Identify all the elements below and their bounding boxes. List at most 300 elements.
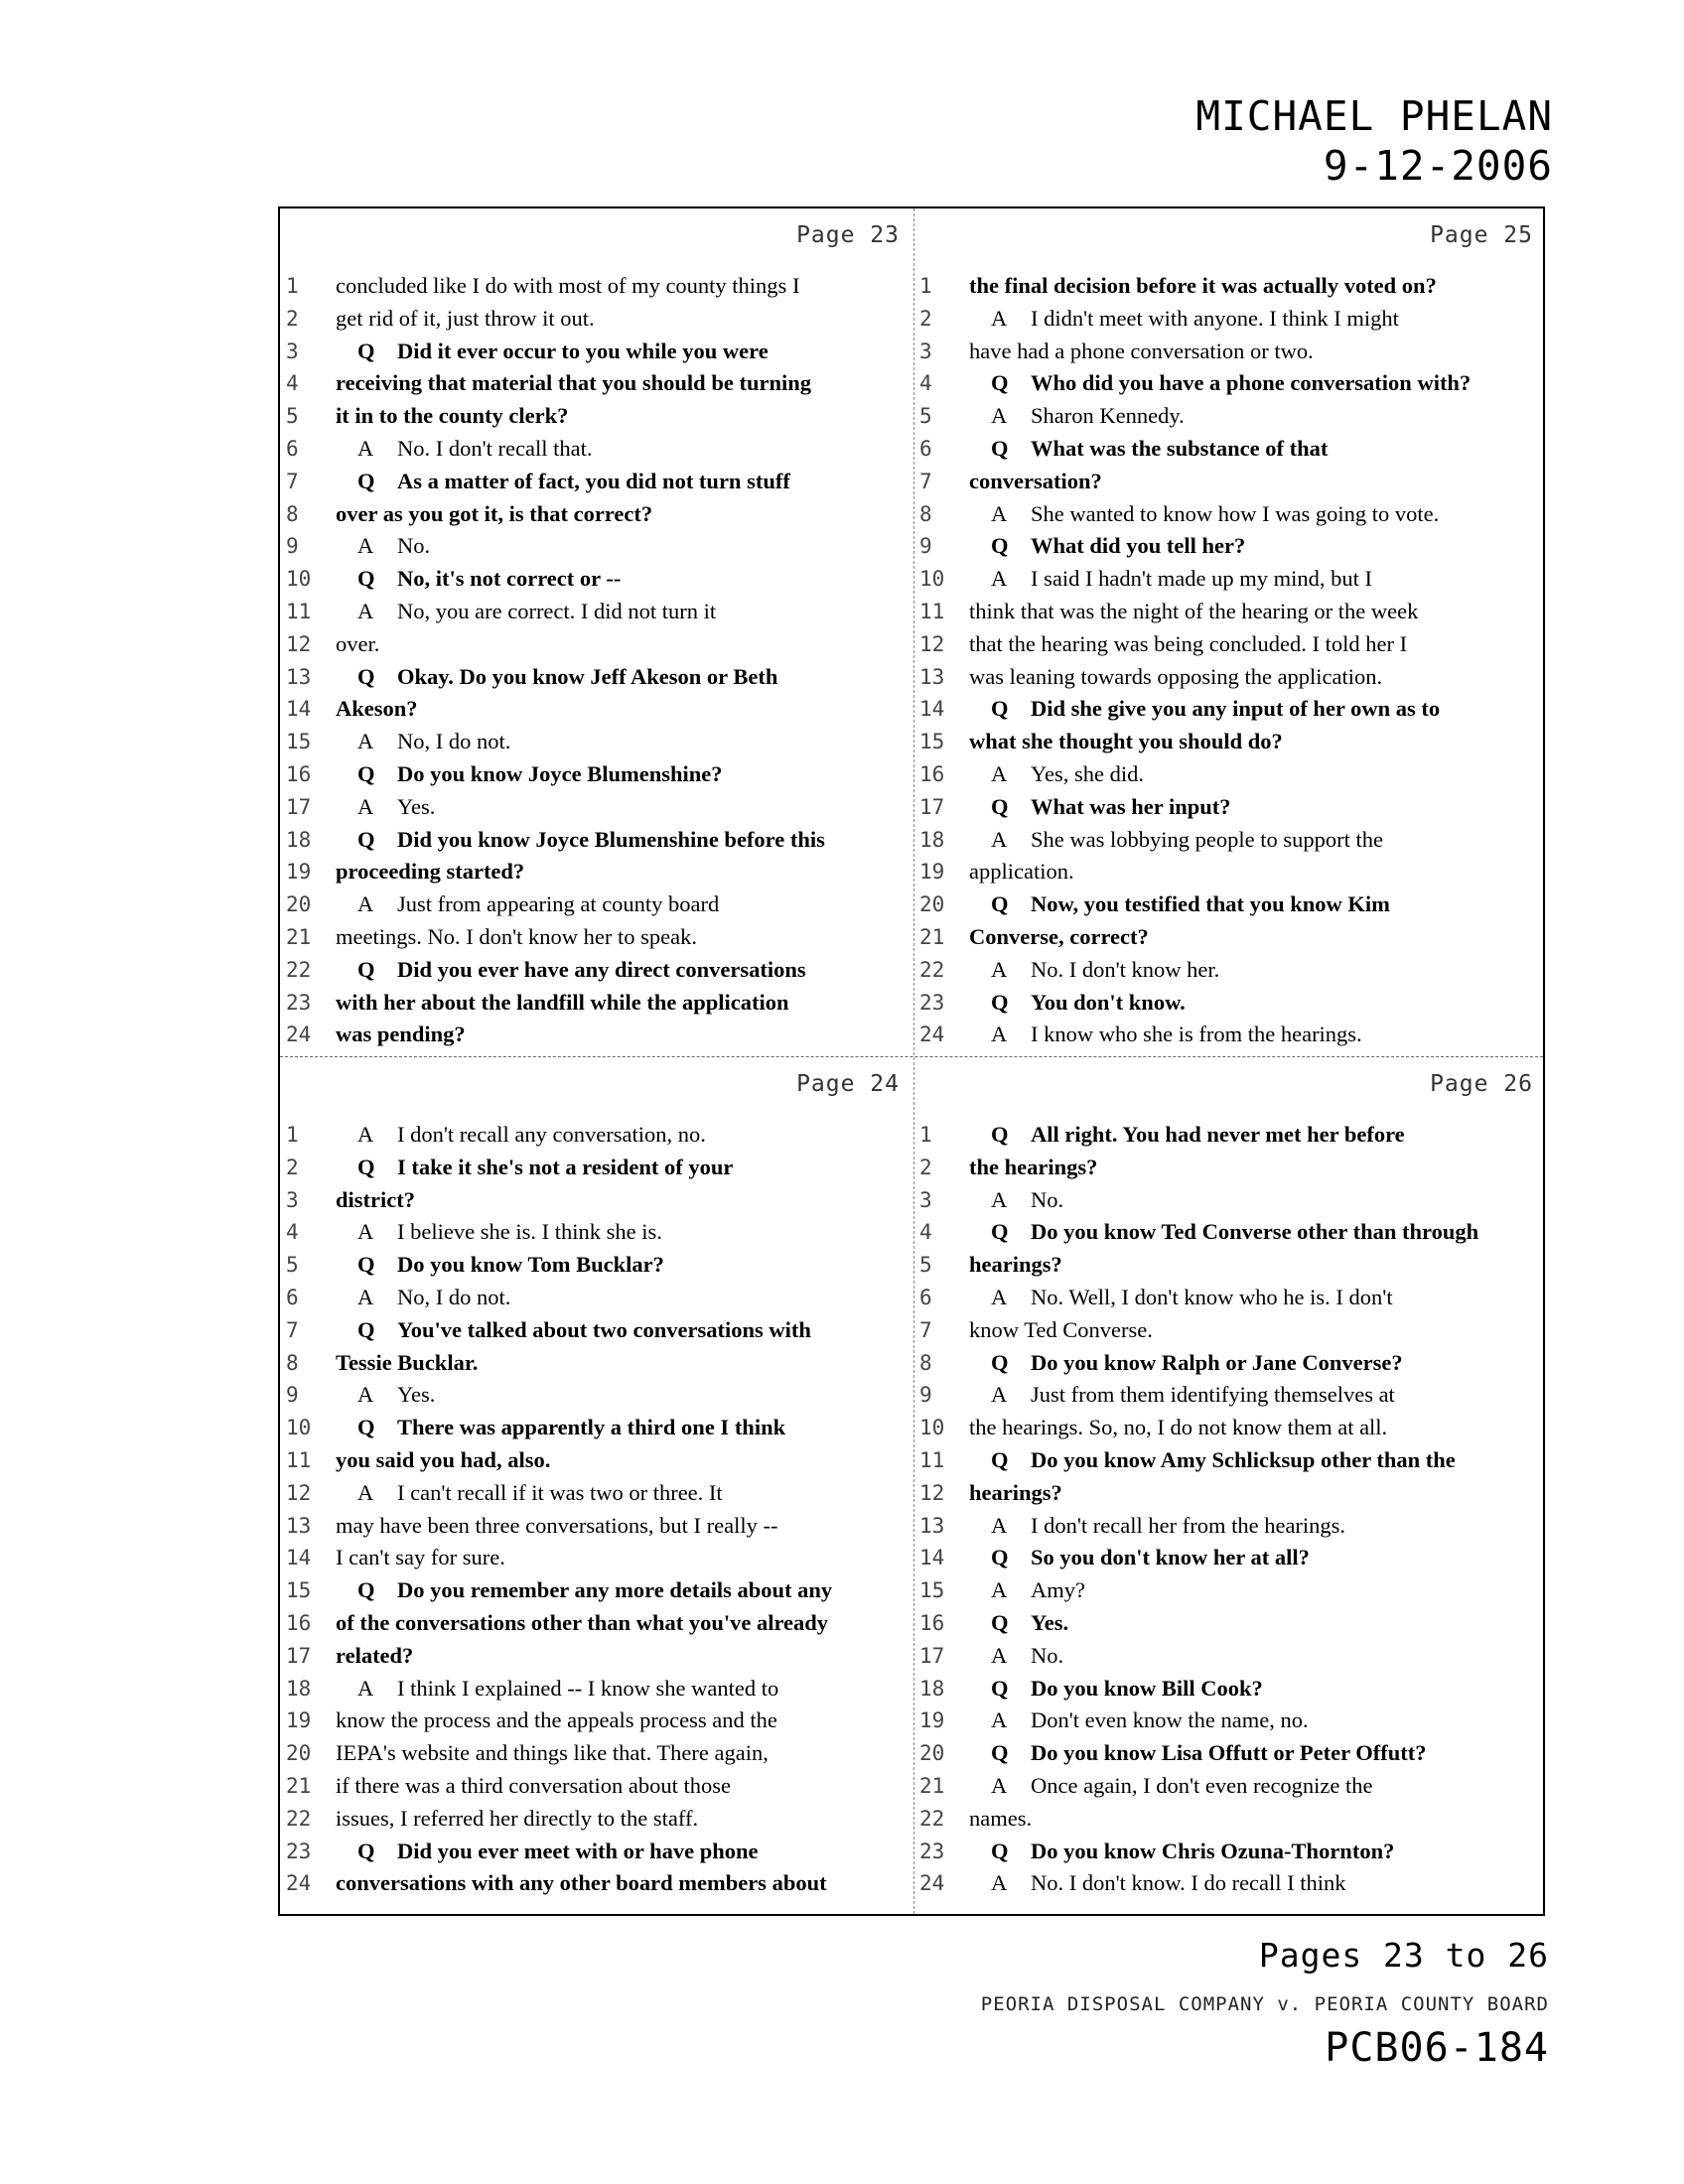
transcript-line (913, 758, 1547, 791)
line-text (336, 272, 799, 300)
answer-marker: A (357, 1675, 374, 1701)
transcript-line (913, 530, 1547, 563)
line-number: 4 (919, 371, 932, 396)
line-content: No. (1031, 1186, 1064, 1212)
transcript-line (913, 1803, 1547, 1836)
transcript-line (280, 1705, 913, 1737)
line-content: what she thought you should do? (969, 729, 1283, 754)
line-number: 17 (919, 794, 945, 819)
answer-marker: A (357, 1382, 374, 1408)
transcript-line (280, 1444, 913, 1477)
line-text (336, 1544, 505, 1571)
transcript-line (280, 791, 913, 824)
line-number: 11 (919, 599, 945, 623)
line-text (357, 1218, 662, 1246)
line-content: Do you remember any more details about any (397, 1577, 833, 1603)
line-content: I know who she is from the hearings. (1031, 1022, 1362, 1047)
case-number: PCB06-184 (1325, 2025, 1549, 2071)
line-text (336, 1512, 777, 1540)
line-content: Okay. Do you know Jeff Akeson or Beth (397, 663, 778, 689)
transcript-line (913, 1019, 1547, 1051)
line-text (357, 1251, 664, 1279)
line-number: 20 (286, 892, 312, 917)
transcript-line (913, 1412, 1547, 1444)
line-content: conversations with any other board members about (336, 1870, 827, 1896)
line-text (991, 1544, 1310, 1571)
line-number: 20 (919, 892, 945, 917)
line-number: 10 (286, 1416, 312, 1440)
transcript-line (913, 1444, 1547, 1477)
line-text (357, 1576, 832, 1604)
line-content: No. I don't know her. (1031, 956, 1220, 982)
transcript-line (280, 1836, 913, 1868)
line-number: 22 (286, 957, 312, 982)
line-number: 16 (286, 761, 312, 786)
transcript-line (280, 1673, 913, 1706)
line-text (969, 630, 1407, 658)
transcript-line (913, 1379, 1547, 1412)
transcript-line (913, 1216, 1547, 1249)
line-number: 5 (919, 1253, 932, 1278)
transcript-line (280, 693, 913, 726)
line-content: I don't recall her from the hearings. (1031, 1512, 1346, 1538)
line-text (991, 532, 1245, 560)
line-number: 15 (286, 1578, 312, 1603)
line-number: 10 (919, 1416, 945, 1440)
line-content: Just from them identifying themselves at (1031, 1382, 1395, 1408)
transcript-line (913, 1737, 1547, 1770)
question-marker: Q (991, 533, 1009, 559)
line-text (357, 956, 806, 984)
line-content: No. Well, I don't know who he is. I don't (1031, 1284, 1393, 1309)
line-text (336, 1349, 478, 1377)
line-text (991, 793, 1231, 821)
line-number: 11 (286, 599, 312, 623)
line-number: 23 (919, 1839, 945, 1863)
line-text (357, 760, 723, 788)
question-marker: Q (991, 1675, 1009, 1701)
question-marker: Q (991, 1219, 1009, 1245)
transcript-line (280, 1574, 913, 1607)
line-content: meetings. No. I don't know her to speak. (336, 923, 697, 949)
line-content: Yes, she did. (1031, 760, 1144, 786)
line-number: 13 (919, 664, 945, 689)
line-text (991, 695, 1440, 723)
transcript-line (280, 661, 913, 694)
line-number: 22 (919, 1806, 945, 1831)
line-text (969, 1154, 1097, 1181)
line-text (357, 1838, 759, 1865)
line-content: may have been three conversations, but I really -- (336, 1512, 778, 1538)
answer-marker: A (991, 500, 1008, 526)
line-content: IEPA's website and things like that. There again, (336, 1740, 769, 1766)
line-number: 14 (286, 697, 312, 722)
pages-range: Pages 23 to 26 (1258, 1936, 1549, 1975)
answer-marker: A (357, 793, 374, 819)
line-content: Did she give you any input of her own as to (1031, 696, 1441, 722)
line-content: She was lobbying people to support the (1031, 826, 1383, 852)
answer-marker: A (357, 598, 374, 623)
transcript-line (280, 1314, 913, 1347)
line-number: 9 (919, 534, 932, 559)
line-number: 5 (919, 404, 932, 429)
line-text (336, 1186, 415, 1214)
line-number: 3 (919, 339, 932, 363)
transcript-line (280, 888, 913, 921)
transcript-line (280, 336, 913, 368)
transcript-line (280, 466, 913, 498)
answer-marker: A (991, 1772, 1008, 1798)
line-number: 17 (286, 794, 312, 819)
transcript-line (280, 726, 913, 758)
line-number: 13 (286, 1513, 312, 1538)
line-content: Do you know Chris Ozuna-Thornton? (1031, 1838, 1395, 1863)
line-number: 24 (286, 1871, 312, 1896)
transcript-line (913, 1673, 1547, 1706)
line-number: 24 (919, 1023, 945, 1047)
line-number: 6 (286, 1285, 299, 1309)
line-number: 14 (286, 1546, 312, 1570)
answer-marker: A (991, 1707, 1008, 1733)
line-text (969, 1251, 1062, 1279)
line-text (991, 1706, 1309, 1734)
transcript-line (913, 367, 1547, 400)
line-number: 2 (919, 306, 932, 331)
line-content: I believe she is. I think she is. (397, 1219, 662, 1245)
transcript-line (913, 1574, 1547, 1607)
line-text (991, 1576, 1085, 1604)
line-number: 22 (286, 1806, 312, 1831)
line-text (336, 1706, 777, 1734)
transcript-line (913, 888, 1547, 921)
line-text (991, 1675, 1263, 1703)
line-text (336, 1446, 550, 1474)
line-content: Converse, correct? (969, 923, 1149, 949)
transcript-line (913, 563, 1547, 596)
line-content: No, I do not. (397, 1284, 511, 1309)
line-number: 3 (286, 1187, 299, 1212)
line-text (336, 1642, 413, 1670)
line-text (336, 402, 568, 430)
transcript-line (913, 1249, 1547, 1282)
line-content: No, you are correct. I did not turn it (397, 598, 717, 623)
deposition-date: 9-12-2006 (1323, 142, 1553, 190)
question-marker: Q (357, 1252, 375, 1278)
line-number: 18 (919, 1676, 945, 1701)
line-number: 6 (919, 1285, 932, 1309)
line-number: 18 (286, 827, 312, 852)
transcript-line (913, 1314, 1547, 1347)
line-number: 11 (286, 1447, 312, 1472)
line-number: 16 (286, 1610, 312, 1635)
line-text (336, 1609, 828, 1637)
line-number: 13 (919, 1513, 945, 1538)
line-number: 16 (919, 761, 945, 786)
question-marker: Q (357, 956, 375, 982)
line-content: All right. You had never met her before (1031, 1122, 1405, 1147)
line-text (357, 598, 716, 625)
line-number: 22 (919, 957, 945, 982)
line-content: No. I don't recall that. (397, 435, 593, 461)
line-content: Yes. (1031, 1609, 1069, 1635)
line-content: I can't say for sure. (336, 1545, 505, 1570)
page-label: Page 26 (1430, 1071, 1533, 1097)
line-number: 12 (286, 1480, 312, 1505)
answer-marker: A (991, 1022, 1008, 1047)
transcript-line (280, 1152, 913, 1184)
line-number: 17 (286, 1643, 312, 1668)
line-content: proceeding started? (336, 859, 525, 885)
line-number: 10 (919, 567, 945, 592)
line-text (336, 1021, 466, 1048)
transcript-line (280, 1542, 913, 1574)
answer-marker: A (357, 1284, 374, 1309)
line-content: No, I do not. (397, 729, 511, 754)
line-text (991, 402, 1185, 430)
line-text (969, 1414, 1387, 1441)
transcript-line (280, 563, 913, 596)
line-number: 9 (919, 1383, 932, 1408)
line-text (991, 1512, 1345, 1540)
answer-marker: A (357, 1219, 374, 1245)
line-content: of the conversations other than what you've already (336, 1609, 829, 1635)
line-text (991, 1121, 1405, 1149)
question-marker: Q (991, 793, 1009, 819)
transcript-line (280, 1184, 913, 1217)
answer-marker: A (357, 729, 374, 754)
answer-marker: A (991, 1870, 1008, 1896)
line-text (991, 1869, 1346, 1897)
line-content: Did you know Joyce Blumenshine before this (397, 826, 825, 852)
witness-name: MICHAEL PHELAN (1195, 92, 1553, 140)
line-content: Sharon Kennedy. (1031, 403, 1185, 429)
line-text (991, 1186, 1063, 1214)
answer-marker: A (357, 533, 374, 559)
question-marker: Q (357, 1415, 375, 1440)
transcript-line (913, 628, 1547, 661)
line-content: the hearings. So, no, I do not know them at all. (969, 1415, 1388, 1440)
line-number: 15 (919, 730, 945, 754)
line-text (991, 890, 1390, 918)
answer-marker: A (357, 1122, 374, 1147)
line-content: You don't know. (1031, 989, 1186, 1015)
line-content: hearings? (969, 1252, 1062, 1278)
line-number: 7 (919, 1317, 932, 1342)
transcript-line (280, 530, 913, 563)
transcript-line (913, 1477, 1547, 1510)
line-content: Do you know Amy Schlicksup other than the (1031, 1446, 1456, 1472)
transcript-line (913, 726, 1547, 758)
line-content: Who did you have a phone conversation with? (1031, 370, 1472, 396)
line-text (991, 1642, 1063, 1670)
question-marker: Q (357, 760, 375, 786)
line-content: names. (969, 1805, 1033, 1831)
line-number: 4 (286, 371, 299, 396)
question-marker: Q (991, 1838, 1009, 1863)
line-content: over. (336, 630, 380, 656)
line-number: 11 (919, 1447, 945, 1472)
line-number: 8 (286, 1350, 299, 1375)
line-number: 19 (919, 1708, 945, 1733)
transcript-line (280, 824, 913, 857)
line-number: 21 (286, 924, 312, 949)
line-text (357, 1675, 778, 1703)
answer-marker: A (357, 435, 374, 461)
question-marker: Q (991, 891, 1009, 917)
transcript-grid (278, 206, 1545, 1916)
line-content: Don't even know the name, no. (1031, 1707, 1309, 1733)
answer-marker: A (991, 1642, 1008, 1668)
transcript-line (913, 336, 1547, 368)
line-number: 9 (286, 1383, 299, 1408)
transcript-line (280, 498, 913, 531)
transcript-page (280, 1057, 913, 1904)
line-number: 12 (286, 631, 312, 656)
line-text (991, 369, 1471, 397)
line-content: Yes. (397, 1382, 436, 1408)
line-content: application. (969, 859, 1074, 885)
line-number: 7 (919, 469, 932, 493)
line-content: Yes. (397, 793, 436, 819)
line-text (969, 1805, 1032, 1833)
transcript-line (913, 270, 1547, 303)
question-marker: Q (991, 1122, 1009, 1147)
line-text (991, 1446, 1456, 1474)
line-number: 3 (919, 1187, 932, 1212)
line-text (969, 272, 1437, 300)
line-text (357, 1121, 706, 1149)
transcript-lines (280, 1119, 913, 1900)
line-number: 21 (919, 1773, 945, 1798)
line-text (357, 663, 777, 691)
line-text (991, 1381, 1395, 1409)
question-marker: Q (357, 826, 375, 852)
transcript-line (280, 1347, 913, 1380)
line-number: 12 (919, 631, 945, 656)
question-marker: Q (991, 435, 1009, 461)
answer-marker: A (991, 1382, 1008, 1408)
question-marker: Q (357, 1577, 375, 1603)
transcript-page (913, 1057, 1547, 1904)
line-text (991, 565, 1372, 593)
line-number: 14 (919, 1546, 945, 1570)
line-text (969, 663, 1382, 691)
line-number: 23 (919, 990, 945, 1015)
line-content: So you don't know her at all? (1031, 1545, 1310, 1570)
transcript-page (913, 208, 1547, 1055)
line-content: the final decision before it was actually voted on? (969, 273, 1437, 298)
transcript-line (913, 596, 1547, 628)
transcript-line (913, 856, 1547, 888)
page-label: Page 24 (796, 1071, 900, 1097)
line-number: 6 (919, 436, 932, 461)
question-marker: Q (357, 1316, 375, 1342)
line-number: 8 (919, 1350, 932, 1375)
transcript-line (913, 466, 1547, 498)
transcript-line (280, 433, 913, 466)
transcript-line (913, 1836, 1547, 1868)
transcript-line (280, 856, 913, 888)
line-text (969, 468, 1102, 495)
line-text (969, 338, 1314, 365)
line-content: district? (336, 1186, 415, 1212)
line-content: conversation? (969, 468, 1102, 493)
transcript-line (913, 1510, 1547, 1543)
transcript-line (913, 400, 1547, 433)
question-marker: Q (991, 1609, 1009, 1635)
line-number: 8 (286, 501, 299, 526)
line-content: What was the substance of that (1031, 435, 1329, 461)
line-text (991, 1739, 1427, 1767)
line-text (991, 305, 1399, 333)
line-number: 2 (919, 1155, 932, 1179)
line-number: 1 (286, 274, 299, 298)
line-content: think that was the night of the hearing or the week (969, 598, 1419, 623)
transcript-line (280, 367, 913, 400)
line-text (991, 1772, 1373, 1800)
answer-marker: A (991, 1512, 1008, 1538)
line-number: 4 (286, 1220, 299, 1245)
transcript-line (280, 1412, 913, 1444)
transcript-line (280, 921, 913, 954)
line-number: 13 (286, 664, 312, 689)
line-text (357, 338, 769, 365)
line-text (336, 858, 524, 886)
question-marker: Q (357, 338, 375, 363)
line-number: 2 (286, 306, 299, 331)
line-content: Do you know Ralph or Jane Converse? (1031, 1349, 1403, 1375)
transcript-line (280, 1607, 913, 1640)
line-number: 9 (286, 534, 299, 559)
question-marker: Q (357, 663, 375, 689)
line-content: Amy? (1031, 1577, 1085, 1603)
line-text (357, 1381, 435, 1409)
line-text (357, 435, 593, 463)
transcript-line (913, 1640, 1547, 1673)
line-number: 7 (286, 1317, 299, 1342)
question-marker: Q (357, 1154, 375, 1179)
line-number: 15 (286, 730, 312, 754)
line-number: 21 (286, 1773, 312, 1798)
line-number: 8 (919, 501, 932, 526)
line-content: the hearings? (969, 1154, 1098, 1179)
line-content: What did you tell her? (1031, 533, 1246, 559)
transcript-line (913, 498, 1547, 531)
transcript-line (280, 1803, 913, 1836)
transcript-line (913, 1607, 1547, 1640)
line-content: No. (1031, 1642, 1064, 1668)
line-number: 19 (286, 860, 312, 885)
line-content: I don't recall any conversation, no. (397, 1122, 706, 1147)
line-content: Do you know Lisa Offutt or Peter Offutt? (1031, 1740, 1427, 1766)
line-content: was pending? (336, 1022, 466, 1047)
transcript-line (913, 1282, 1547, 1314)
transcript-line (913, 1542, 1547, 1574)
line-content: I said I hadn't made up my mind, but I (1031, 566, 1372, 592)
transcript-line (913, 1152, 1547, 1184)
transcript-line (913, 1705, 1547, 1737)
transcript-line (913, 693, 1547, 726)
transcript-line (280, 1019, 913, 1051)
line-content: No, it's not correct or -- (397, 566, 622, 592)
line-number: 16 (919, 1610, 945, 1635)
witness-header (957, 91, 1553, 191)
transcript-line (913, 1119, 1547, 1152)
line-number: 12 (919, 1480, 945, 1505)
answer-marker: A (991, 956, 1008, 982)
transcript-line (913, 661, 1547, 694)
line-content: over as you got it, is that correct? (336, 500, 653, 526)
